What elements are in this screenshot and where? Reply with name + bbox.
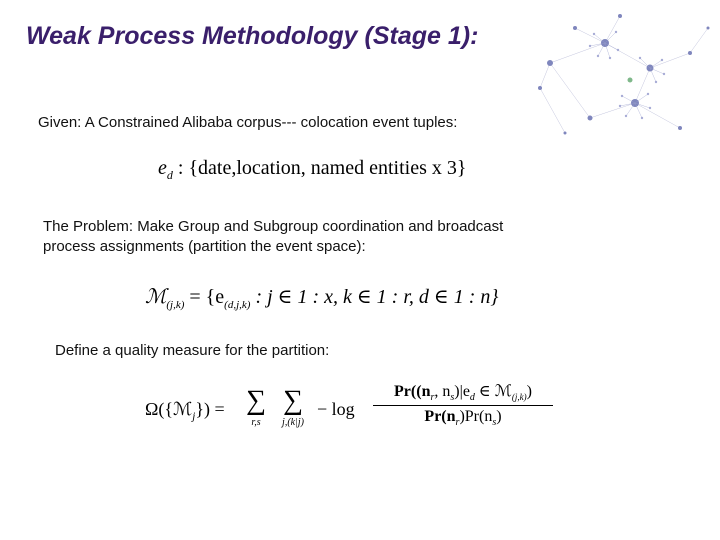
eq3-den-mid: )Pr(n bbox=[459, 408, 493, 426]
eq2-lhs-sub: (j,k) bbox=[166, 299, 185, 311]
slide-title: Weak Process Methodology (Stage 1): bbox=[26, 22, 479, 50]
eq3-lhs-end: }) = bbox=[195, 399, 225, 419]
equation-partition bbox=[145, 284, 498, 311]
network-graph-image bbox=[530, 8, 720, 150]
eq3-num-sub-d: d bbox=[469, 392, 475, 404]
quality-line: Define a quality measure for the partition: bbox=[55, 342, 330, 359]
given-line: Given: A Constrained Alibaba corpus--- colocation event tuples: bbox=[38, 114, 458, 131]
eq3-num: Pr((n bbox=[394, 383, 431, 400]
eq3-numerator bbox=[373, 381, 553, 406]
problem-line-1: The Problem: Make Group and Subgroup coordination and broadcast bbox=[43, 218, 504, 235]
problem-line-2: process assignments (partition the event space): bbox=[43, 238, 366, 255]
eq2-mid-sub: (d,j,k) bbox=[224, 299, 251, 311]
eq3-num-mid: , n bbox=[434, 383, 451, 400]
eq3-den-close: ) bbox=[496, 408, 502, 426]
eq3-num-tail: )|e bbox=[454, 383, 470, 400]
eq1-lhs: e bbox=[158, 157, 167, 179]
eq3-lhs-group bbox=[145, 399, 225, 423]
sum-2-symbol: ∑ bbox=[283, 385, 303, 416]
eq2-rhs: : j ∈ 1 : x, k ∈ 1 : r, d ∈ 1 : n} bbox=[250, 286, 499, 308]
eq3-lhs: Ω({ℳ bbox=[145, 399, 193, 419]
eq3-lhs-sub: j bbox=[192, 410, 196, 423]
eq2-lhs: ℳ bbox=[145, 286, 167, 308]
eq3-sum-1 bbox=[241, 385, 271, 429]
sum-2-sub: j,(k|j) bbox=[282, 417, 304, 428]
eq3-fraction bbox=[373, 381, 553, 428]
eq3-denominator bbox=[373, 406, 553, 428]
eq3-num-sub-s: s bbox=[450, 392, 455, 404]
equation-event-tuple bbox=[158, 157, 466, 183]
eq3-sum-2 bbox=[273, 385, 313, 429]
eq3-den-sub-s: s bbox=[492, 417, 497, 429]
eq3-num-end: ∈ ℳ bbox=[474, 383, 512, 400]
sum-1-sub: r,s bbox=[251, 417, 261, 428]
eq3-num-close: ) bbox=[526, 383, 532, 400]
equation-quality-measure bbox=[145, 385, 565, 441]
eq2-mid: = {e bbox=[184, 286, 225, 308]
eq1-rhs: : {date,location, named entities x 3} bbox=[177, 157, 467, 179]
eq3-den: Pr(n bbox=[424, 408, 456, 426]
eq3-den-sub-r: r bbox=[455, 417, 460, 429]
eq3-num-end-sub: (j,k) bbox=[511, 392, 527, 403]
eq3-neglog: − log bbox=[317, 399, 355, 419]
sum-1-symbol: ∑ bbox=[246, 385, 266, 416]
eq3-num-sub-r: r bbox=[430, 392, 435, 404]
eq1-lhs-sub: d bbox=[166, 168, 173, 182]
